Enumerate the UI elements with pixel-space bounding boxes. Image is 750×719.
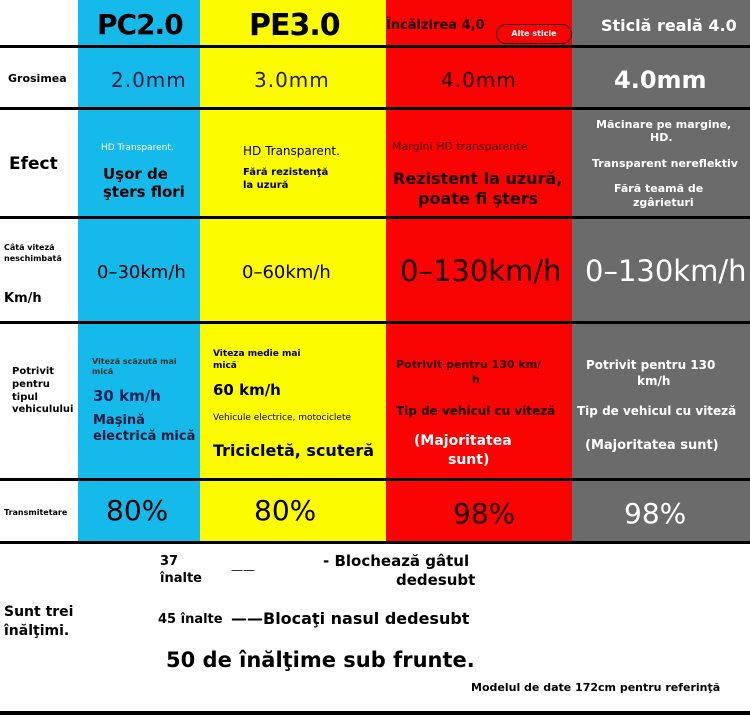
vehicle-heated-line5: sunt) — [448, 452, 490, 468]
effect-real-line3: Transparent nereflektiv — [592, 157, 738, 170]
effect-heated-line2: poate fi şters — [418, 189, 539, 208]
vehicle-pc20-type-1: Maşină — [93, 413, 145, 428]
header-heated: Încălzirea 4,0 — [386, 18, 485, 33]
vehicle-real-line3: Tip de vehicul cu viteză — [577, 404, 737, 418]
height-50-label: 50 de înălţime sub frunte. — [166, 648, 475, 672]
row-label-speed-2: neschimbată — [4, 254, 62, 263]
speed-pc20: 0–30km/h — [97, 262, 186, 283]
height-37-dash: —— — [231, 563, 255, 577]
transmittance-real-glass: 98% — [624, 497, 687, 530]
effect-pc20-line1: Uşor de — [103, 165, 168, 183]
effect-pe30-sub2: la uzură — [243, 180, 289, 191]
vehicle-heated-line2: h — [472, 373, 480, 386]
badge-label: Alte sticle — [511, 29, 557, 38]
transmittance-pc20: 80% — [106, 494, 169, 527]
effect-real-line1: Măcinare pe margine, — [596, 118, 732, 131]
header-real-glass: Sticlă reală 4.0 — [601, 16, 737, 35]
vehicle-pe30-sub: Vehicule electrice, motociclete — [213, 413, 352, 423]
vehicle-pc20-type-2: electrică mică — [93, 429, 196, 444]
vehicle-pe30-small-2: mică — [213, 361, 237, 371]
row-label-vehicle-1: Potrivit — [12, 366, 55, 377]
height-37-unit: înalte — [160, 571, 202, 586]
vehicle-heated-line3: Tip de vehicul cu viteză — [396, 404, 556, 418]
row-divider — [0, 107, 750, 110]
reference-note: Modelul de date 172cm pentru referinţă — [471, 681, 721, 694]
height-45-label: 45 înalte — [158, 612, 223, 627]
vehicle-real-line2: km/h — [637, 374, 671, 388]
row-label-vehicle-3: tipul — [12, 392, 38, 403]
effect-pe30-title: HD Transparent. — [243, 144, 340, 158]
effect-pe30-sub1: Fără rezistenţă — [243, 167, 329, 178]
header-pc20: PC2.0 — [97, 8, 183, 41]
row-divider — [0, 45, 750, 48]
vehicle-real-line4: (Majoritatea sunt) — [585, 438, 719, 453]
vehicle-pc20-speed: 30 km/h — [93, 387, 161, 405]
height-37-desc-1: - Blochează gâtul — [323, 552, 470, 570]
row-label-speed-1: Câtă viteză — [4, 243, 55, 252]
row-label-effect: Efect — [9, 154, 58, 174]
height-37-desc-2: dedesubt — [396, 571, 476, 589]
heights-label-2: înălţimi. — [4, 623, 70, 639]
header-pe30: PE3.0 — [249, 8, 340, 43]
vehicle-pc20-small-2: mică — [92, 367, 114, 376]
height-37-number: 37 — [160, 554, 179, 569]
effect-pc20-small: HD Transparent. — [101, 143, 174, 153]
speed-pe30: 0–60km/h — [242, 262, 331, 283]
height-45-desc: ——Blocaţi nasul dedesubt — [231, 609, 470, 628]
thickness-heated: 4.0mm — [441, 68, 517, 92]
row-divider — [0, 321, 750, 324]
vehicle-real-line1: Potrivit pentru 130 — [586, 358, 716, 372]
row-label-speed-unit: Km/h — [4, 291, 42, 306]
thickness-pe30: 3.0mm — [254, 68, 330, 92]
row-label-transmittance: Transmitetare — [4, 508, 68, 517]
speed-real-glass: 0–130km/h — [585, 254, 747, 288]
heights-label-1: Sunt trei — [4, 604, 74, 620]
effect-real-line4: Fără teamă de — [614, 182, 704, 195]
vehicle-pc20-small-1: Viteză scăzută mai — [92, 357, 177, 366]
thickness-real-glass: 4.0mm — [614, 66, 707, 94]
vehicle-heated-line4: (Majoritatea — [414, 433, 512, 449]
effect-heated-line1: Rezistent la uzură, — [393, 169, 563, 188]
thickness-pc20: 2.0mm — [111, 68, 187, 92]
vehicle-pe30-type: Tricicletă, scuteră — [213, 441, 374, 460]
effect-pc20-line2: şters flori — [103, 183, 185, 201]
vehicle-heated-line1: Potrivit pentru 130 km/ — [396, 358, 542, 371]
row-label-vehicle-2: pentru — [12, 379, 50, 390]
speed-heated: 0–130km/h — [400, 254, 562, 288]
row-divider — [0, 541, 750, 544]
transmittance-heated: 98% — [453, 497, 516, 530]
row-label-vehicle-4: vehiculului — [12, 404, 74, 415]
effect-real-line5: zgârieturi — [633, 196, 694, 209]
vehicle-pe30-small-1: Viteza medie mai — [213, 349, 301, 359]
bottom-border — [0, 711, 750, 715]
row-label-thickness: Grosimea — [8, 72, 67, 85]
transmittance-pe30: 80% — [254, 494, 317, 527]
row-divider — [0, 216, 750, 219]
row-divider — [0, 478, 750, 481]
vehicle-pe30-speed: 60 km/h — [213, 381, 281, 399]
header-heated-badge — [496, 24, 572, 44]
effect-real-line2: HD. — [650, 131, 673, 144]
effect-heated-small: Margini HD transparente — [392, 140, 528, 153]
